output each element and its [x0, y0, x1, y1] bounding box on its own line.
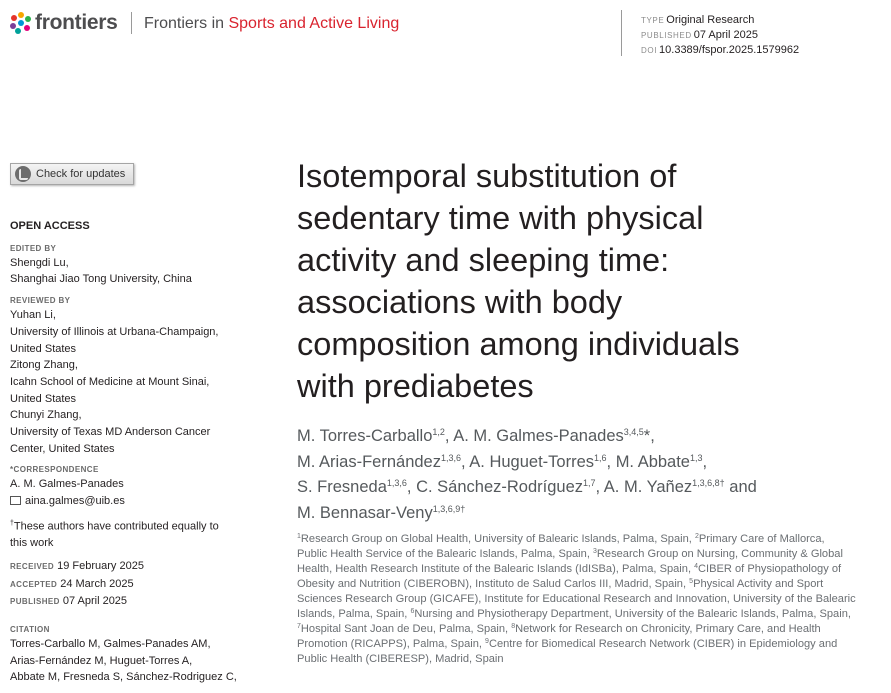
affiliations: [297, 532, 857, 667]
author-name[interactable]: A. M. Yañez: [603, 478, 693, 496]
header-divider: [131, 12, 132, 34]
logo-wordmark: frontiers: [35, 11, 118, 34]
reviewer-line: United States: [10, 392, 77, 405]
author-name[interactable]: A. M. Galmes-Panades: [453, 427, 624, 445]
accepted-date: 24 March 2025: [60, 577, 134, 590]
author-affiliation-sup: 1,3,6,9†: [432, 503, 466, 514]
reviewer-line: University of Illinois at Urbana-Champaign,: [10, 325, 219, 338]
author-separator: and: [724, 478, 757, 496]
published-label: PUBLISHED: [641, 31, 692, 40]
accepted-label: ACCEPTED: [10, 579, 58, 589]
affiliation-number: 9: [485, 638, 489, 645]
affiliation-number: 4: [694, 563, 699, 570]
affiliation-text: CIBER of Physiopathology of Obesity and Nutrition (CIBEROBN), Instituto de Salud Carlos III, Madrid, Spain,: [297, 563, 842, 590]
mail-icon: [10, 496, 21, 505]
affiliation-text: Primary Care of Mallorca, Public Health Service of the Balearic Islands, Palma, Spain,: [297, 533, 825, 560]
reviewer-line: United States: [10, 342, 77, 355]
title-line: composition among individuals: [297, 326, 740, 362]
published-label-side: PUBLISHED: [10, 597, 60, 607]
affiliation-number: 1: [297, 533, 301, 540]
open-access-label: OPEN ACCESS: [10, 220, 90, 232]
frontiers-logo[interactable]: [10, 11, 117, 35]
article-title: [297, 155, 857, 407]
author-affiliation-sup: 1,3,6,8†: [692, 478, 725, 488]
edited-by-label: EDITED BY: [10, 243, 57, 253]
author-name[interactable]: M. Bennasar-Veny: [297, 503, 433, 522]
author-affiliation-sup: 1,3,6: [440, 452, 462, 463]
author-affiliation-sup: 1,2: [432, 427, 445, 437]
affiliation-number: 8: [511, 623, 516, 630]
check-updates-icon: [15, 166, 31, 182]
title-line: sedentary time with physical: [297, 200, 704, 236]
correspondence-email-row: [10, 493, 255, 510]
affiliation-number: 3: [592, 548, 597, 555]
author-separator: ,: [702, 452, 708, 471]
author-name[interactable]: C. Sánchez-Rodríguez: [416, 478, 584, 496]
dagger-mark: †: [10, 519, 14, 527]
correspondence-email-link[interactable]: aina.galmes@uib.es: [25, 495, 125, 508]
check-updates-label: Check for updates: [36, 168, 126, 180]
author-separator: ,: [406, 478, 417, 496]
author-affiliation-sup: 1,6: [594, 452, 607, 463]
meta-divider: [621, 10, 622, 56]
reviewer-line: Center, United States: [10, 442, 115, 455]
affiliation-number: 2: [694, 533, 699, 540]
citation-line: Torres-Carballo M, Galmes-Panades AM,: [10, 638, 211, 651]
affiliation-text: Physical Activity and Sport Sciences Research Group (GICAFE), Institute for Educational Research and Innovation, University of the Balearic Islands, Palma, Spain,: [297, 578, 856, 620]
editor-affiliation: Shanghai Jiao Tong University, China: [10, 273, 192, 286]
doi-label: DOI: [641, 46, 658, 55]
title-line: associations with body: [297, 284, 623, 320]
doi-link[interactable]: 10.3389/fspor.2025.1579962: [659, 44, 800, 56]
affiliation-text: Hospital Sant Joan de Deu, Palma, Spain,: [300, 623, 512, 635]
author-separator: *,: [643, 427, 655, 445]
affiliation-text: Research Group on Global Health, University of Balearic Islands, Palma, Spain,: [300, 533, 695, 545]
reviewer-line: Yuhan Li,: [10, 309, 56, 322]
author-affiliation-sup: 3,4,5: [623, 427, 644, 437]
title-line: activity and sleeping time:: [297, 242, 670, 278]
type-label: TYPE: [641, 16, 665, 25]
editor-name: Shengdi Lu,: [10, 256, 69, 269]
journal-prefix: Frontiers in: [144, 15, 229, 32]
published-value: 07 April 2025: [693, 29, 758, 41]
author-name[interactable]: A. Huguet-Torres: [469, 452, 594, 471]
received-row: [10, 558, 255, 576]
published-row: [10, 593, 255, 611]
reviewer-line: Icahn School of Medicine at Mount Sinai,: [10, 375, 210, 388]
affiliation-text: Research Group on Nursing, Community & Global Health, Health Research Institute of the Balearic Islands (IdISBa), Palma, Spain,: [297, 548, 843, 575]
author-affiliation-sup: 1,3,6: [386, 478, 407, 488]
received-label: RECEIVED: [10, 561, 55, 571]
frontiers-logo-icon: [10, 12, 32, 34]
affiliation-text: Network for Research on Chronicity, Primary Care, and Health Promotion (RICAPPS), Palma, Spain,: [297, 623, 821, 650]
author-separator: ,: [595, 478, 604, 496]
article-info-sidebar: [10, 218, 255, 686]
equal-contribution-note: [10, 516, 255, 535]
correspondence-name: A. M. Galmes-Panades: [10, 478, 124, 491]
author-affiliation-sup: 1,7: [583, 478, 596, 488]
reviewed-by-label: REVIEWED BY: [10, 296, 71, 306]
affiliation-text: Nursing and Physiotherapy Department, University of the Balearic Islands, Palma, Spain,: [414, 608, 851, 620]
citation-label: CITATION: [10, 625, 50, 635]
journal-title: Sports and Active Living: [228, 15, 400, 32]
author-name[interactable]: M. Arias-Fernández: [297, 452, 441, 471]
received-date: 19 February 2025: [57, 559, 144, 572]
affiliation-number: 7: [297, 623, 301, 630]
check-for-updates-button[interactable]: [10, 163, 134, 185]
citation-line: Arias-Fernández M, Huguet-Torres A,: [10, 654, 193, 667]
author-affiliation-sup: 1,3: [690, 452, 703, 463]
author-name[interactable]: S. Fresneda: [297, 478, 387, 496]
type-value: Original Research: [666, 14, 755, 26]
journal-name[interactable]: [144, 15, 399, 33]
author-list: [297, 424, 837, 526]
reviewer-line: Chunyi Zhang,: [10, 409, 82, 422]
author-separator: ,: [444, 427, 454, 445]
author-name[interactable]: M. Abbate: [615, 452, 690, 471]
equal-note-line: These authors have contributed equally to: [13, 520, 219, 533]
reviewer-line: Zitong Zhang,: [10, 359, 78, 372]
correspondence-label: *CORRESPONDENCE: [10, 465, 99, 475]
published-date: 07 April 2025: [62, 595, 128, 608]
accepted-row: [10, 576, 255, 594]
affiliation-text: Centre for Biomedical Research Network (CIBER) in Epidemiology and Public Health (CIBERESP), Madrid, Spain: [297, 638, 838, 665]
author-name[interactable]: M. Torres-Carballo: [297, 427, 433, 445]
author-separator: ,: [461, 452, 470, 471]
equal-note-line: this work: [10, 537, 54, 550]
reviewer-line: University of Texas MD Anderson Cancer: [10, 426, 211, 439]
affiliation-number: 5: [689, 578, 694, 585]
title-line: Isotemporal substitution of: [297, 158, 677, 194]
article-meta: [641, 13, 799, 58]
affiliation-number: 6: [410, 608, 415, 615]
title-line: with prediabetes: [297, 368, 534, 404]
author-separator: ,: [606, 452, 616, 471]
citation-line: Abbate M, Fresneda S, Sánchez-Rodriguez C,: [10, 671, 237, 684]
